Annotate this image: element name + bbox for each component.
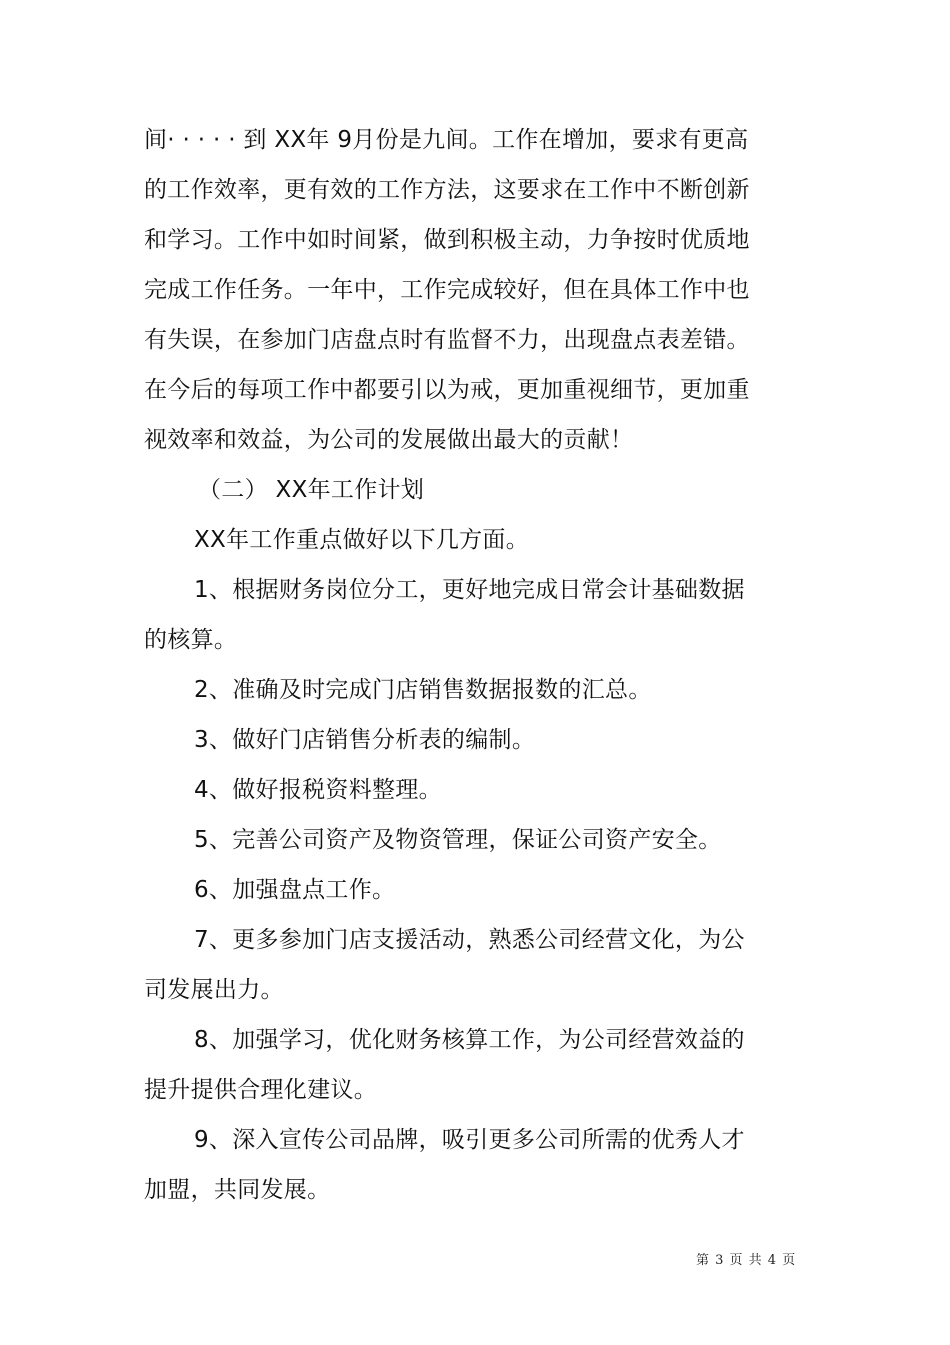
- list-item: 2、准确及时完成门店销售数据报数的汇总。: [194, 677, 652, 703]
- list-item-continuation: 司发展出力。: [144, 977, 284, 1003]
- list-item: 4、做好报税资料整理。: [194, 777, 442, 803]
- paragraph-line: 和学习。工作中如时间紧，做到积极主动，力争按时优质地: [144, 227, 750, 253]
- paragraph-line: 有失误，在参加门店盘点时有监督不力，出现盘点表差错。: [144, 327, 750, 353]
- paragraph-line: 间· · · · · 到 XX年 9月份是九间。工作在增加，要求有更高: [144, 127, 749, 153]
- section-heading: （二） XX年工作计划: [198, 477, 425, 503]
- list-item: 3、做好门店销售分析表的编制。: [194, 727, 536, 753]
- list-item-continuation: 提升提供合理化建议。: [144, 1077, 377, 1103]
- paragraph-line: 完成工作任务。一年中，工作完成较好，但在具体工作中也: [144, 277, 750, 303]
- list-item: 9、深入宣传公司品牌，吸引更多公司所需的优秀人才: [194, 1127, 745, 1153]
- document-body: [144, 115, 794, 1215]
- paragraph-line: 的工作效率，更有效的工作方法，这要求在工作中不断创新: [144, 177, 750, 203]
- list-item: 6、加强盘点工作。: [194, 877, 396, 903]
- list-item: 5、完善公司资产及物资管理，保证公司资产安全。: [194, 827, 722, 853]
- list-item: 8、加强学习，优化财务核算工作，为公司经营效益的: [194, 1027, 745, 1053]
- paragraph-line: XX年工作重点做好以下几方面。: [194, 527, 530, 553]
- page-number-footer: 第 3 页 共 4 页: [696, 1253, 797, 1268]
- list-item-continuation: 的核算。: [144, 627, 238, 653]
- list-item: 1、根据财务岗位分工，更好地完成日常会计基础数据: [194, 577, 745, 603]
- paragraph-line: 视效率和效益，为公司的发展做出最大的贡献！: [144, 427, 634, 453]
- list-item-continuation: 加盟，共同发展。: [144, 1177, 331, 1203]
- list-item: 7、更多参加门店支援活动，熟悉公司经营文化，为公: [194, 927, 745, 953]
- paragraph-line: 在今后的每项工作中都要引以为戒，更加重视细节，更加重: [144, 377, 750, 403]
